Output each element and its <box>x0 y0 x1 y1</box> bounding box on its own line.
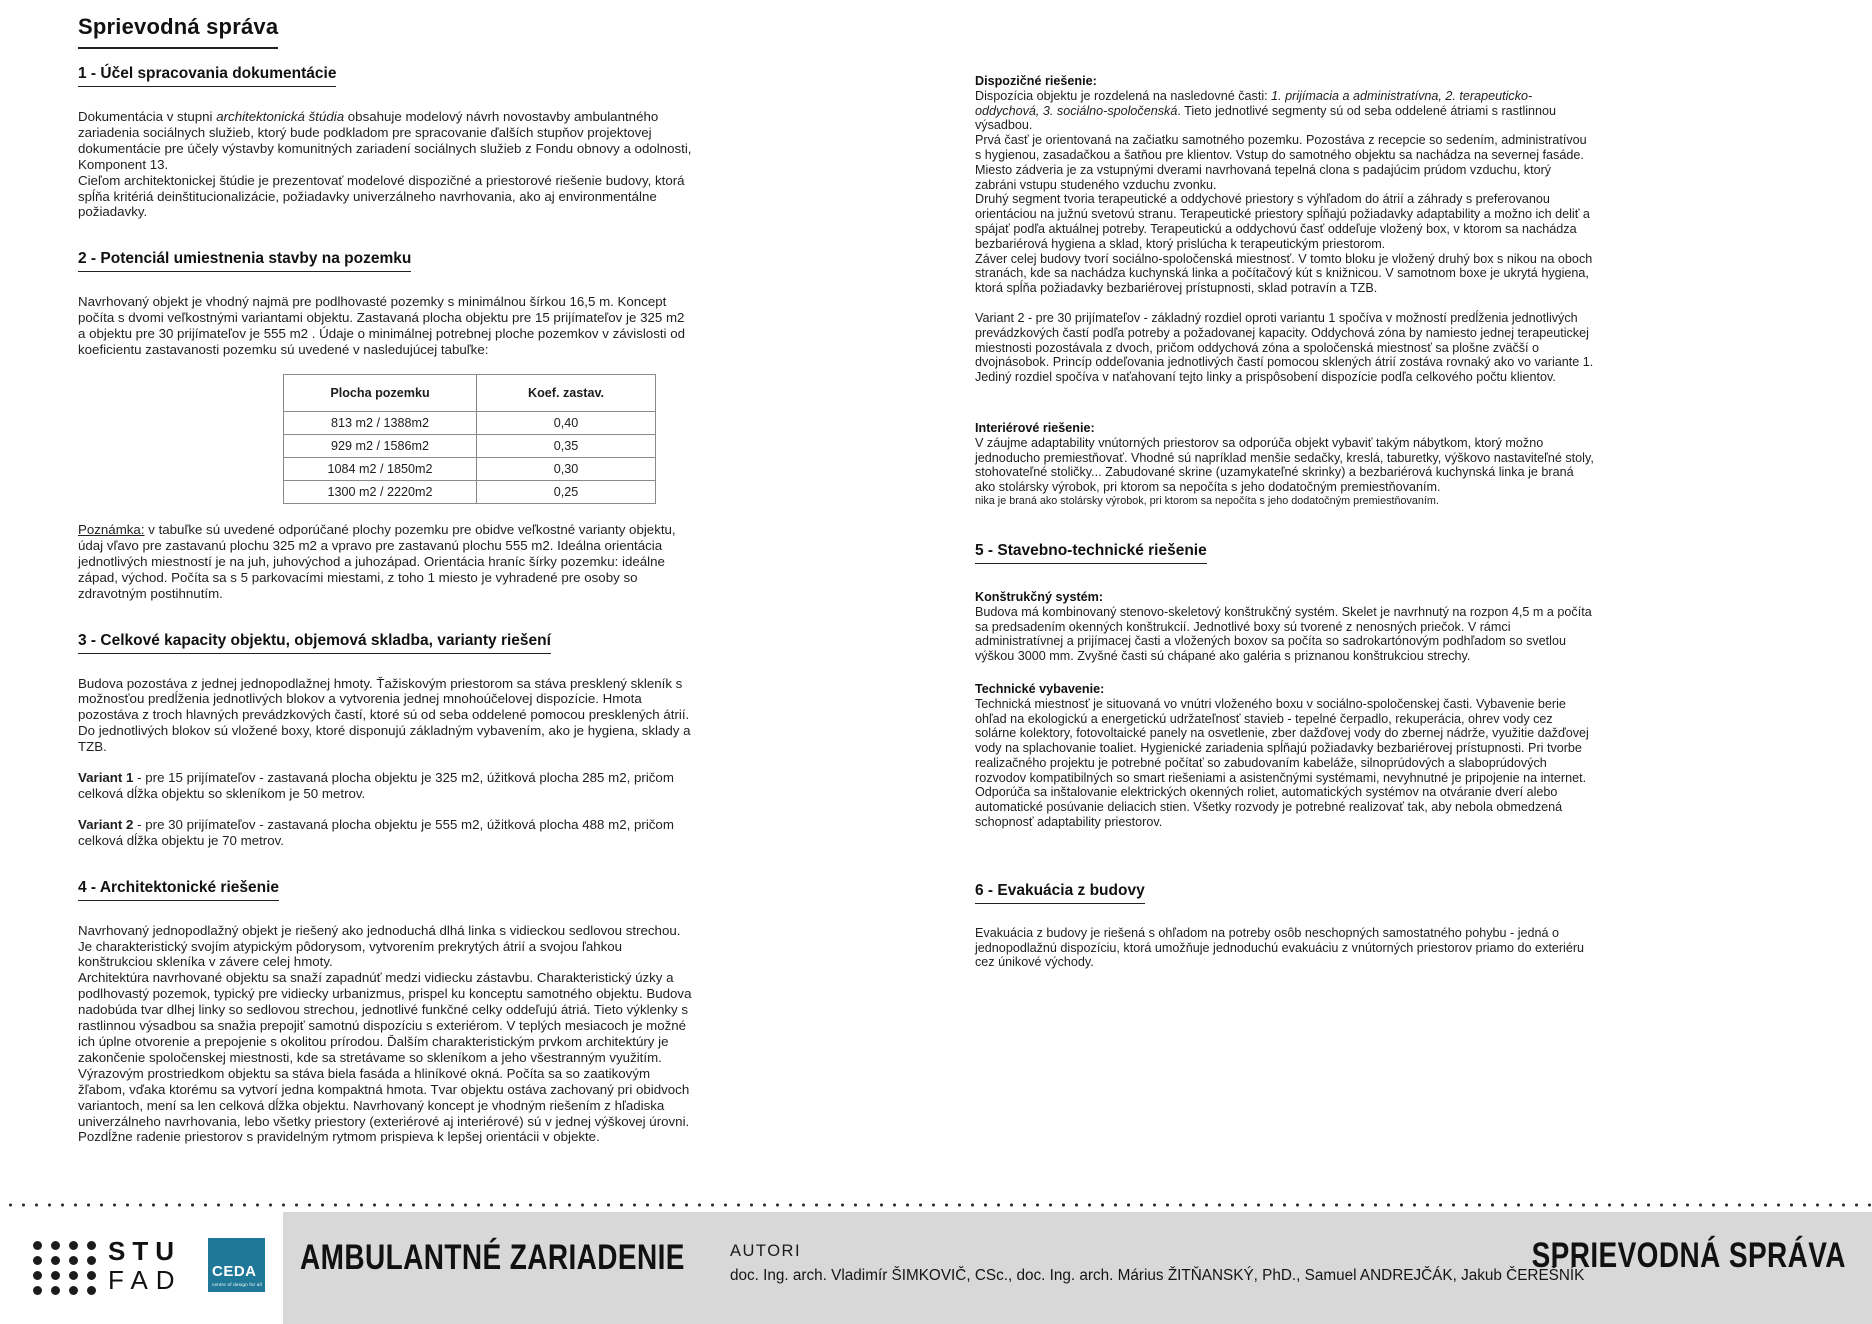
section-2-paragraph-1: Navrhovaný objekt je vhodný najmä pre podlhovasté pozemky s minimálnou šírkou 16,5 m. Koncept počíta s dvomi veľkostnými variantami objektu. Zastavaná plocha objektu pre 15 prijímateľov je 325 m2 a objektu pre 30 prijímateľov je 555 m2 . Údaje o minimálnej potrebnej ploche pozemkov v závislosti od koeficientu zastavanosti pozemku sú uvedené v nasledujúcej tabuľke: <box>78 294 685 358</box>
variant-1-label: Variant 1 <box>78 770 134 786</box>
authors-label: AUTORI <box>730 1242 802 1260</box>
project-title: AMBULANTNÉ ZARIADENIE <box>300 1238 685 1277</box>
table-cell: 813 m2 / 1388m2 <box>284 411 477 434</box>
section-2-heading: 2 - Potenciál umiestnenia stavby na pozemku <box>78 250 411 272</box>
table-cell: 929 m2 / 1586m2 <box>284 434 477 457</box>
table-cell: 0,30 <box>477 457 656 480</box>
variant-2-paragraph <box>78 817 692 849</box>
text-run: obsahuje modelový návrh novostavby ambulantného zariadenia sociálnych služieb, ktorý bude podkladom pre spracovanie ďalších stupňov projektovej dokumentácie pre účely výstavby komunitných zariadení sociálnych služieb z Fondu obnovy a odolnosti, Komponent 13. <box>78 109 692 172</box>
table-row <box>284 411 656 434</box>
text-run-italic: 1. prijímacia a administratívna, 2. terapeuticko-oddychová, 3. sociálno-spoločenská <box>975 88 1533 118</box>
dispozicne-paragraph-3: Druhý segment tvoria terapeutické a oddychové priestory s výhľadom do átrií a záhrady s preferovanou orientáciou na južnú svetovú stranu. Terapeutické priestory spĺňajú požiadavky adaptability a možno ich deliť a spájať podľa aktuálnej potreby. Terapeutickú a oddychovú časť oddeľuje vložený box, v ktorom sa nachádza bezbariérová hygiena a sklad, ktorý prislúcha k terapeutickým priestorom. <box>975 192 1590 251</box>
text-run: - pre 15 prijímateľov - zastavaná plocha objektu je 325 m2, úžitková plocha 285 m2, pričom celková dĺžka objektu so skleníkom je 50 metrov. <box>78 770 674 801</box>
konstrukcny-paragraph: Budova má kombinovaný stenovo-skeletový konštrukčný systém. Skelet je navrhnutý na rozpon 4,5 m a počíta sa predsadením okenných konštrukcií. Jednotlivé boxy sú tvorené z nenosných priečok. V rámci administratívnej a prijímacej časti a vložených boxov sa počíta so sadrokartónovým podhľadom so svetlou výškou 3000 mm. Zvyšné časti sú chápané ako galéria s priznanou konštrukciou strechy. <box>975 604 1592 664</box>
section-1-heading: 1 - Účel spracovania dokumentácie <box>78 65 336 87</box>
footer-logo-area <box>0 1212 283 1324</box>
variant-1-paragraph <box>78 770 692 802</box>
stu-logo-text: STU <box>108 1236 181 1266</box>
section-1-paragraph-2: Cieľom architektonickej štúdie je prezentovať modelové dispozičné a priestorové riešenie budovy, ktorá spĺňa kritériá deinštitucionalizácie, požiadavky univerzálneho navrhovania, ako aj environmentálne požiadavky. <box>78 172 685 220</box>
dotted-separator <box>0 1203 1872 1207</box>
ceda-logo-text: CEDA <box>212 1263 257 1280</box>
document-type-title: SPRIEVODNÁ SPRÁVA <box>1531 1236 1846 1275</box>
interierove-paragraph: V záujme adaptability vnútorných priestorov sa odporúča objekt vybaviť takým nábytkom, ktorý možno jednoducho premiestňovať. Vhodné sú napríklad menšie sedačky, kreslá, taburetky, výškovo nastaviteľné stoly, stohovateľné stoličky... Zabudované skrine (uzamykateľné skrinky) a bezbariérová kuchynská linka je braná ako stolársky výrobok, pri ktorom sa nepočíta s jeho dodatočným premiestňovaním. <box>975 435 1594 495</box>
table-row <box>284 434 656 457</box>
page-title: Sprievodná správa <box>78 14 278 49</box>
interierove-heading: Interiérové riešenie: <box>975 420 1095 435</box>
text-run-italic: architektonická štúdia <box>216 109 345 124</box>
table-cell: 0,40 <box>477 411 656 434</box>
stu-dot-matrix-logo <box>33 1241 97 1295</box>
text-run: . Tieto jednotlivé segmenty sú od seba oddelené átriami s rastlinnou výsadbou. <box>975 103 1557 133</box>
evakuacia-paragraph: Evakuácia z budovy je riešená s ohľadom na potreby osôb neschopných samostatného pohybu - jedná o jednopodlažnú dispozíciu, ktorá umožňuje jednoduchú evakuáciu z vnútorných priestorov priamo do exteriéru cez únikové východy. <box>975 925 1585 970</box>
plot-coefficient-table <box>283 374 656 504</box>
section-4-paragraph-1: Navrhovaný jednopodlažný objekt je riešený ako jednoduchá dlhá linka s vidieckou sedlovou strechou. Je charakteristický svojím atypickým pôdorysom, vytvorením prekrytých átrií a svojou ľahkou konštrukciou skleníka v závere celej hmoty. <box>78 922 681 970</box>
text-run: v tabuľke sú uvedené odporúčané plochy pozemku pre obidve veľkostné varianty objektu, údaj vľavo pre zastavanú plochu 325 m2 a vpravo pre zastavanú plochu 555 m2. Ideálna orientácia jednotlivých miestností je na juh, juhovýchod a juhozápad. Orientácia hraníc šírky pozemku: ideálne západ, východ. Počíta sa s 5 parkovacími miestami, z toho 1 miesto je vyhradené pre osoby so zdravotným postihnutím. <box>78 521 676 601</box>
table-cell: 0,35 <box>477 434 656 457</box>
table-note <box>78 522 692 602</box>
interierove-footnote: nika je braná ako stolársky výrobok, pri ktorom sa nepočíta s jeho dodatočným premiestňovaním. <box>975 494 1439 507</box>
table-cell: 1300 m2 / 2220m2 <box>284 480 477 503</box>
konstrukcny-heading: Konštrukčný systém: <box>975 589 1104 604</box>
stu-fad-logo <box>108 1237 183 1295</box>
technicke-paragraph: Technická miestnosť je situovaná vo vnútri vloženého boxu v sociálno-spoločenskej časti. Vybavenie berie ohľad na ekologickú a energetickú udržateľnosť stavieb - tepelné čerpadlo, rekuperácia, ohrev vody cez solárne kolektory, fotovoltaické panely na osvetlenie, zber dažďovej vody do zbernej nádrže, využitie dažďovej vody na splachovanie toaliet. Hygienické zariadenia spĺňajú požiadavky bezbariérovej prístupnosti. Pri tvorbe realizačného projektu je potrebné počítať so zabudovaním kabeláže, silnoprúdových a slaboprúdových rozvodov kompatibilných so smart riešeniami a asistenčnými systémami, nevyhnutné je pripojenie na internet. Odporúča sa inštalovanie elektrických okenných roliet, automatických systémov na otváranie dverí alebo automatické posúvanie deliacich stien. Všetky rozvody je potrebné realizovať tak, aby nebola obmedzená schopnosť adaptability priestorov. <box>975 696 1589 830</box>
section-5-heading: 5 - Stavebno-technické riešenie <box>975 542 1207 564</box>
text-run: Dokumentácia v stupni <box>78 109 217 124</box>
fad-logo-text: FAD <box>108 1265 183 1295</box>
table-header-plocha: Plocha pozemku <box>284 374 477 411</box>
table-cell: 1084 m2 / 1850m2 <box>284 457 477 480</box>
section-4-heading: 4 - Architektonické riešenie <box>78 879 279 901</box>
ceda-logo <box>208 1238 265 1292</box>
table-header-koef: Koef. zastav. <box>477 374 656 411</box>
right-column <box>975 74 1595 970</box>
table-row <box>284 457 656 480</box>
text-run: - pre 30 prijímateľov - zastavaná plocha objektu je 555 m2, úžitková plocha 488 m2, pričom celková dĺžka objektu je 70 metrov. <box>78 816 674 848</box>
dispozicne-paragraph-1 <box>975 89 1595 133</box>
dispozicne-paragraph-4: Záver celej budovy tvorí sociálno-spoločenská miestnosť. V tomto bloku je vložený druhý box s nikou na oboch stranách, kde sa nachádza kuchynská linka a počítačový kút s knižnicou. V samotnom boxe je ukrytá hygiena, ktorá spĺňa požiadavky bezbariérovej prístupnosti, sklad potravín a TZB. <box>975 251 1593 296</box>
ceda-logo-subtitle: centre of design for all <box>212 1282 262 1287</box>
section-6-heading: 6 - Evakuácia z budovy <box>975 882 1145 904</box>
table-header-row <box>284 374 656 411</box>
note-label: Poznámka: <box>78 521 145 537</box>
technicke-heading: Technické vybavenie: <box>975 681 1105 696</box>
dispozicne-paragraph-2: Prvá časť je orientovaná na začiatku samotného pozemku. Pozostáva z recepcie so sedením, administratívou s hygienou, zasadačkou a šatňou pre klientov. Vstup do samotného objektu sa nachádza na severnej fasáde. Miesto zádveria je za vstupnými dverami navrhovaná tepelná clona s padajúcim prúdom vzduchu, ktorý zabráni vstupu studeného vzduchu zvonku. <box>975 133 1587 192</box>
section-4-paragraph-2: Architektúra navrhované objektu sa snaží zapadnúť medzi vidiecku zástavbu. Charakteristický úzky a podlhovastý pozemok, typický pre vidiecky urbanizmus, prispel ku konceptu samotného objektu. Budova nadobúda tvar dlhej linky so sedlovou strechou, jednotlivé funkčné celky oddeľujú átriá. Tieto výklenky s rastlinnou výsadbou sa snažia prepojiť samotnú dispozíciu s exteriérom. V teplých mesiacoch je možné ich úplne otvorenie a prepojenie s okolitou prírodou. Ďalším charakteristickým prvkom architektúry je zakončenie spoločenskej miestnosti, kde sa stretávame so skleníkom a jeho všestranným využitím. Výrazovým prostriedkom objektu sa stáva biela fasáda a hliníkové okná. Počíta sa so zaatikovým žľabom, vďaka ktorému sa vytvorí jedna kompaktná hmota. Tvar objektu ostáva zachovaný pri obidvoch variantoch, mení sa len celková dĺžka objektu. Navrhovaný koncept je vhodným riešením z hľadiska univerzálneho navrhovania, lebo všetky priestory (exteriérové aj interiérové) sú v jednej výškovej úrovni. Pozdĺžne radenie priestorov s pravidelným rytmom prispieva k lepšej orientácii v objekte. <box>78 970 692 1145</box>
variant-2-dispozicia-paragraph: Variant 2 - pre 30 prijímateľov - základný rozdiel oproti variantu 1 spočíva v možností predĺženia jednotlivých prevádzkových častí podľa potreby a požadovanej kapacity. Oddychová zóna by namiesto jednej terapeutickej miestnosti pozostávala z dvoch, pričom oddychová zóna a spoločenská miestnosť sa plošne zväčší o dvojnásobok. Princíp oddeľovania jednotlivých častí pomocou sklených átrií zostáva rovnaký ako vo variante 1. Jediný rozdiel spočíva v naťahovaní tejto linky a prispôsobení dispozície podľa celkového počtu klientov. <box>975 310 1594 385</box>
left-column <box>78 14 692 1145</box>
text-run: Dispozícia objektu je rozdelená na nasledovné časti: <box>975 88 1272 103</box>
authors-names: doc. Ing. arch. Vladimír ŠIMKOVIČ, CSc., doc. Ing. arch. Márius ŽITŇANSKÝ, PhD., Samuel ANDREJČÁK, Jakub ČEREŠNÍK <box>730 1267 1585 1284</box>
section-3-paragraph-1: Budova pozostáva z jednej jednopodlažnej hmoty. Ťažiskovým priestorom sa stáva presklený skleník s možnosťou predĺženia jednotlivých blokov a vytvorenia jednej mnohoúčelovej dispozície. Hmota pozostáva z troch hlavných prevádzkových častí, ktoré sú od seba oddelené pomocou presklených átrií. Do jednotlivých blokov sú vložené boxy, ktoré disponujú základným vybavením, ako je hygiena, sklady a TZB. <box>78 675 691 755</box>
table-cell: 0,25 <box>477 480 656 503</box>
dispozicne-heading: Dispozičné riešenie: <box>975 74 1097 88</box>
section-3-heading: 3 - Celkové kapacity objektu, objemová skladba, varianty riešení <box>78 632 551 654</box>
variant-2-label: Variant 2 <box>78 816 134 832</box>
section-1-paragraph-1 <box>78 109 692 173</box>
table-row <box>284 480 656 503</box>
footer <box>0 1212 1872 1324</box>
